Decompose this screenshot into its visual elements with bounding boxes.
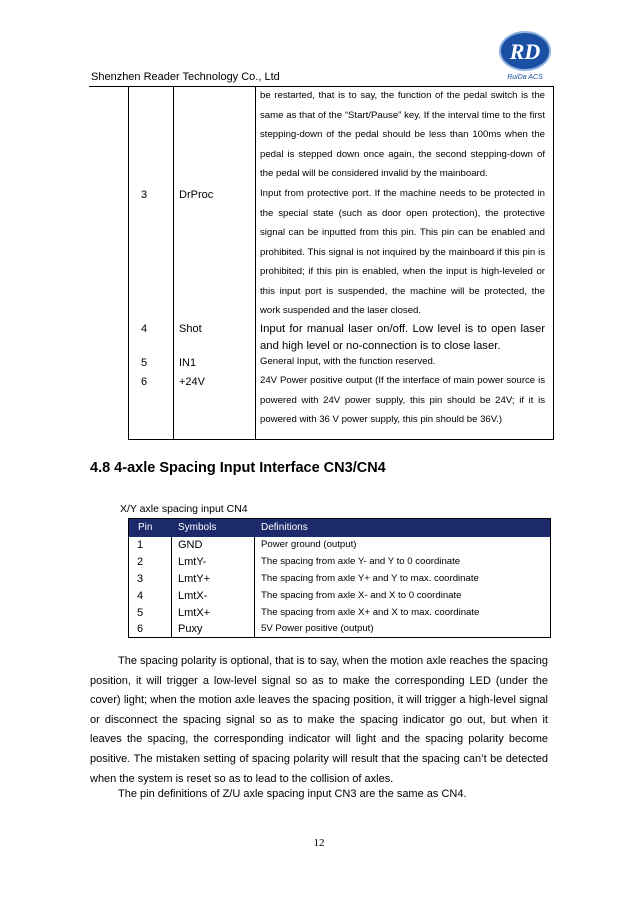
table-caption: X/Y axle spacing input CN4 — [120, 503, 248, 515]
column-header-definitions: Definitions — [261, 522, 308, 533]
pin-definition-table: be restarted, that is to say, the function of the pedal switch is the same as that of the “Start/Pause” key. If the interval time to the first stepping-down of the pedal should be less than 100ms when the pedal is stepped down once again, the second stepping-down of the pedal will be considered invalid by the mainboard. 3 DrProc Input from protective port. If the machine needs to be protected in the special state (such as door open protection), the protective signal can be inputted from this pin. This pin can be enabled and prohibited. This signal is not inquired by the mainboard if this pin is prohibited; if this pin is enabled, when the input is high-leveled or this input port is suspended, the machine will be protected, the work suspended and the laser closed. 4 Shot Input for manual laser on/off. Low level is to open laser and high level or no-connection is to close laser. 5 IN1 General Input, with the function reserved. 6 +24V 24V Power positive output (If the interface of main power source is powered with 24V power supply, this pin should be 24V; if it is powered with 36 V power supply, this pin should be 36V.) — [128, 86, 554, 440]
spacing-input-table — [128, 518, 551, 638]
svg-text:RD: RD — [509, 39, 541, 64]
column-header-symbols: Symbols — [178, 522, 217, 533]
body-paragraph: The spacing polarity is optional, that is to say, when the motion axle reaches the spacing position, it will trigger a low-level signal so as to make the corresponding LED (under the cover) light; when the motion axle leaves the spacing position, it will trigger a high-level signal or disconnect the spacing signal so as to make the spacing indicator go out, but when it leaves the spacing, the corresponding indicator will light and the spacing polarity become positive. The mistaken setting of spacing polarity will result that the spacing can’t be detected when the system is reset so as to lead to the collision of axles. — [90, 655, 548, 785]
table-row: 6 Puxy 5V Power positive (output) — [137, 623, 374, 635]
table-row: 2 LmtY- The spacing from axle Y- and Y to 0 coordinate — [137, 556, 461, 568]
table-header-row — [129, 519, 550, 537]
column-header-pin: Pin — [138, 522, 153, 533]
company-logo — [497, 27, 553, 83]
table-row: 5 LmtX+ The spacing from axle X+ and X to max. coordinate — [137, 607, 480, 619]
table-row: 3 LmtY+ The spacing from axle Y+ and Y to max. coordinate — [137, 573, 479, 585]
table-row: 1 GND Power ground (output) — [137, 539, 357, 551]
table-row: 4 LmtX- The spacing from axle X- and X to 0 coordinate — [137, 590, 462, 602]
section-heading: 4.8 4-axle Spacing Input Interface CN3/CN4 — [90, 460, 386, 476]
company-name: Shenzhen Reader Technology Co., Ltd — [91, 71, 280, 83]
body-paragraph-note: The pin definitions of Z/U axle spacing input CN3 are the same as CN4. — [118, 788, 467, 800]
page-number: 12 — [313, 837, 325, 849]
svg-text:RuiDa ACS: RuiDa ACS — [507, 74, 543, 81]
